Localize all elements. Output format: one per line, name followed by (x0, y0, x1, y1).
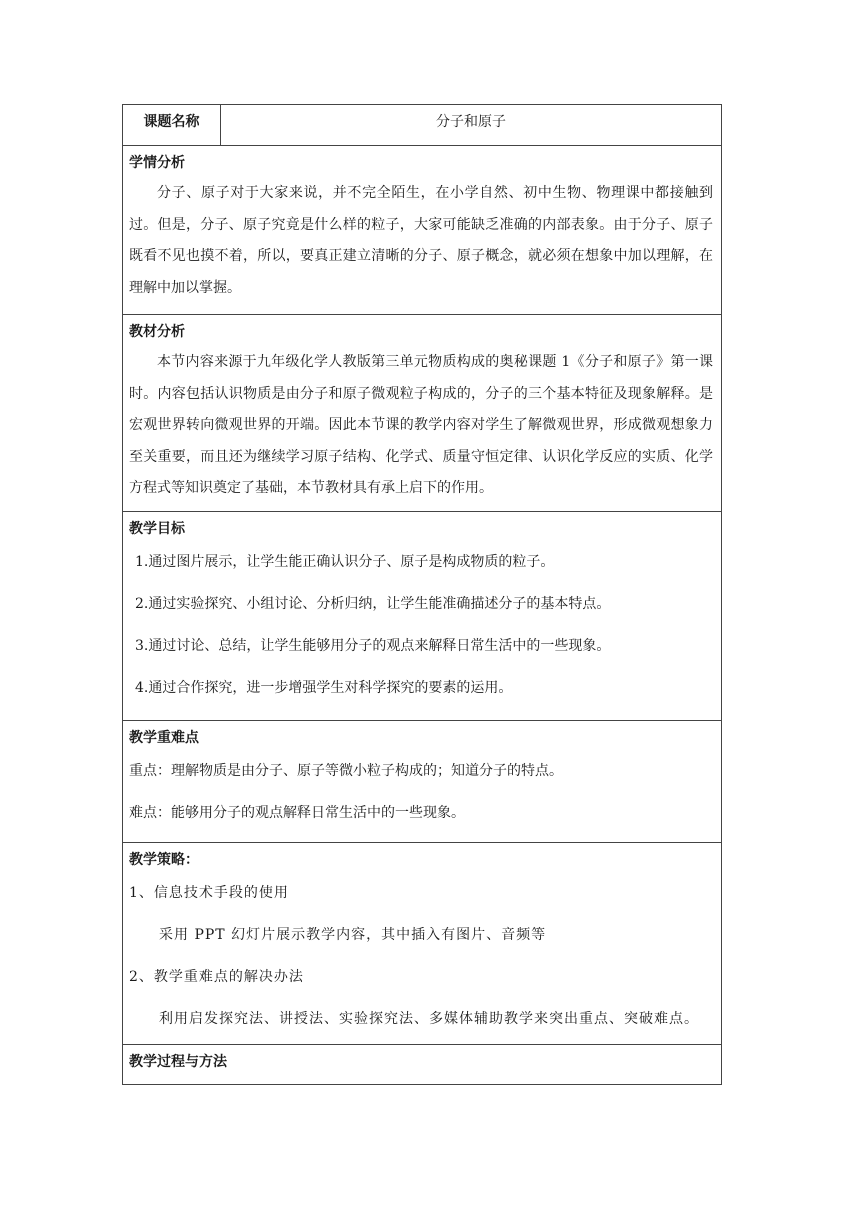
difficulty-point: 难点：能够用分子的观点解释日常生活中的一些现象。 (129, 805, 465, 821)
key-points-section (123, 720, 721, 842)
strategy-item-title: 2、教学重难点的解决办法 (129, 969, 304, 985)
goal-item: 3.通过讨论、总结，让学生能够用分子的观点来解释日常生活中的一些现象。 (135, 638, 611, 654)
process-section (123, 1044, 721, 1084)
strategy-item-title: 1、信息技术手段的使用 (129, 885, 289, 901)
learner-analysis-section (123, 145, 721, 314)
strategy-section (123, 842, 721, 1044)
material-analysis-section (123, 314, 721, 511)
key-point: 重点：理解物质是由分子、原子等微小粒子构成的；知道分子的特点。 (129, 763, 563, 779)
lesson-plan-table (122, 104, 722, 1085)
goal-item: 2.通过实验探究、小组讨论、分析归纳，让学生能准确描述分子的基本特点。 (135, 596, 611, 612)
goal-item: 1.通过图片展示，让学生能正确认识分子、原子是构成物质的粒子。 (135, 554, 555, 570)
process-heading: 教学过程与方法 (129, 1054, 227, 1070)
strategy-item-text: 采用 PPT 幻灯片展示教学内容，其中插入有图片、音频等 (159, 927, 547, 943)
learner-analysis-text: 分子、原子对于大家来说，并不完全陌生，在小学自然、初中生物、物理课中都接触到过。但是，分子、原子究竟是什么样的粒子，大家可能缺乏准确的内部表象。由于分子、原子既看不见也摸不着，所以，要真正建立清晰的分子、原子概念，就必须在想象中加以理解，在理解中加以掌握。 (129, 185, 713, 296)
title-label: 课题名称 (123, 105, 221, 145)
key-points-heading: 教学重难点 (129, 730, 199, 746)
title-row (123, 105, 721, 145)
material-analysis-heading: 教材分析 (129, 324, 185, 340)
teaching-goals-section (123, 511, 721, 720)
goal-item: 4.通过合作探究，进一步增强学生对科学探究的要素的运用。 (135, 680, 513, 696)
teaching-goals-heading: 教学目标 (129, 521, 185, 537)
learner-analysis-heading: 学情分析 (129, 155, 185, 171)
material-analysis-text: 本节内容来源于九年级化学人教版第三单元物质构成的奥秘课题 1《分子和原子》第一课时。内容包括认识物质是由分子和原子微观粒子构成的，分子的三个基本特征及现象解释。是宏观世界转向微观世界的开端。因此本节课的教学内容对学生了解微观世界，形成微观想象力至关重要，而且还为继续学习原子结构、化学式、质量守恒定律、认识化学反应的实质、化学方程式等知识奠定了基础，本节教材具有承上启下的作用。 (129, 354, 713, 496)
strategy-item-text: 利用启发探究法、讲授法、实验探究法、多媒体辅助教学来突出重点、突破难点。 (159, 1011, 699, 1027)
lesson-title: 分子和原子 (436, 114, 506, 130)
strategy-heading: 教学策略： (129, 852, 199, 868)
